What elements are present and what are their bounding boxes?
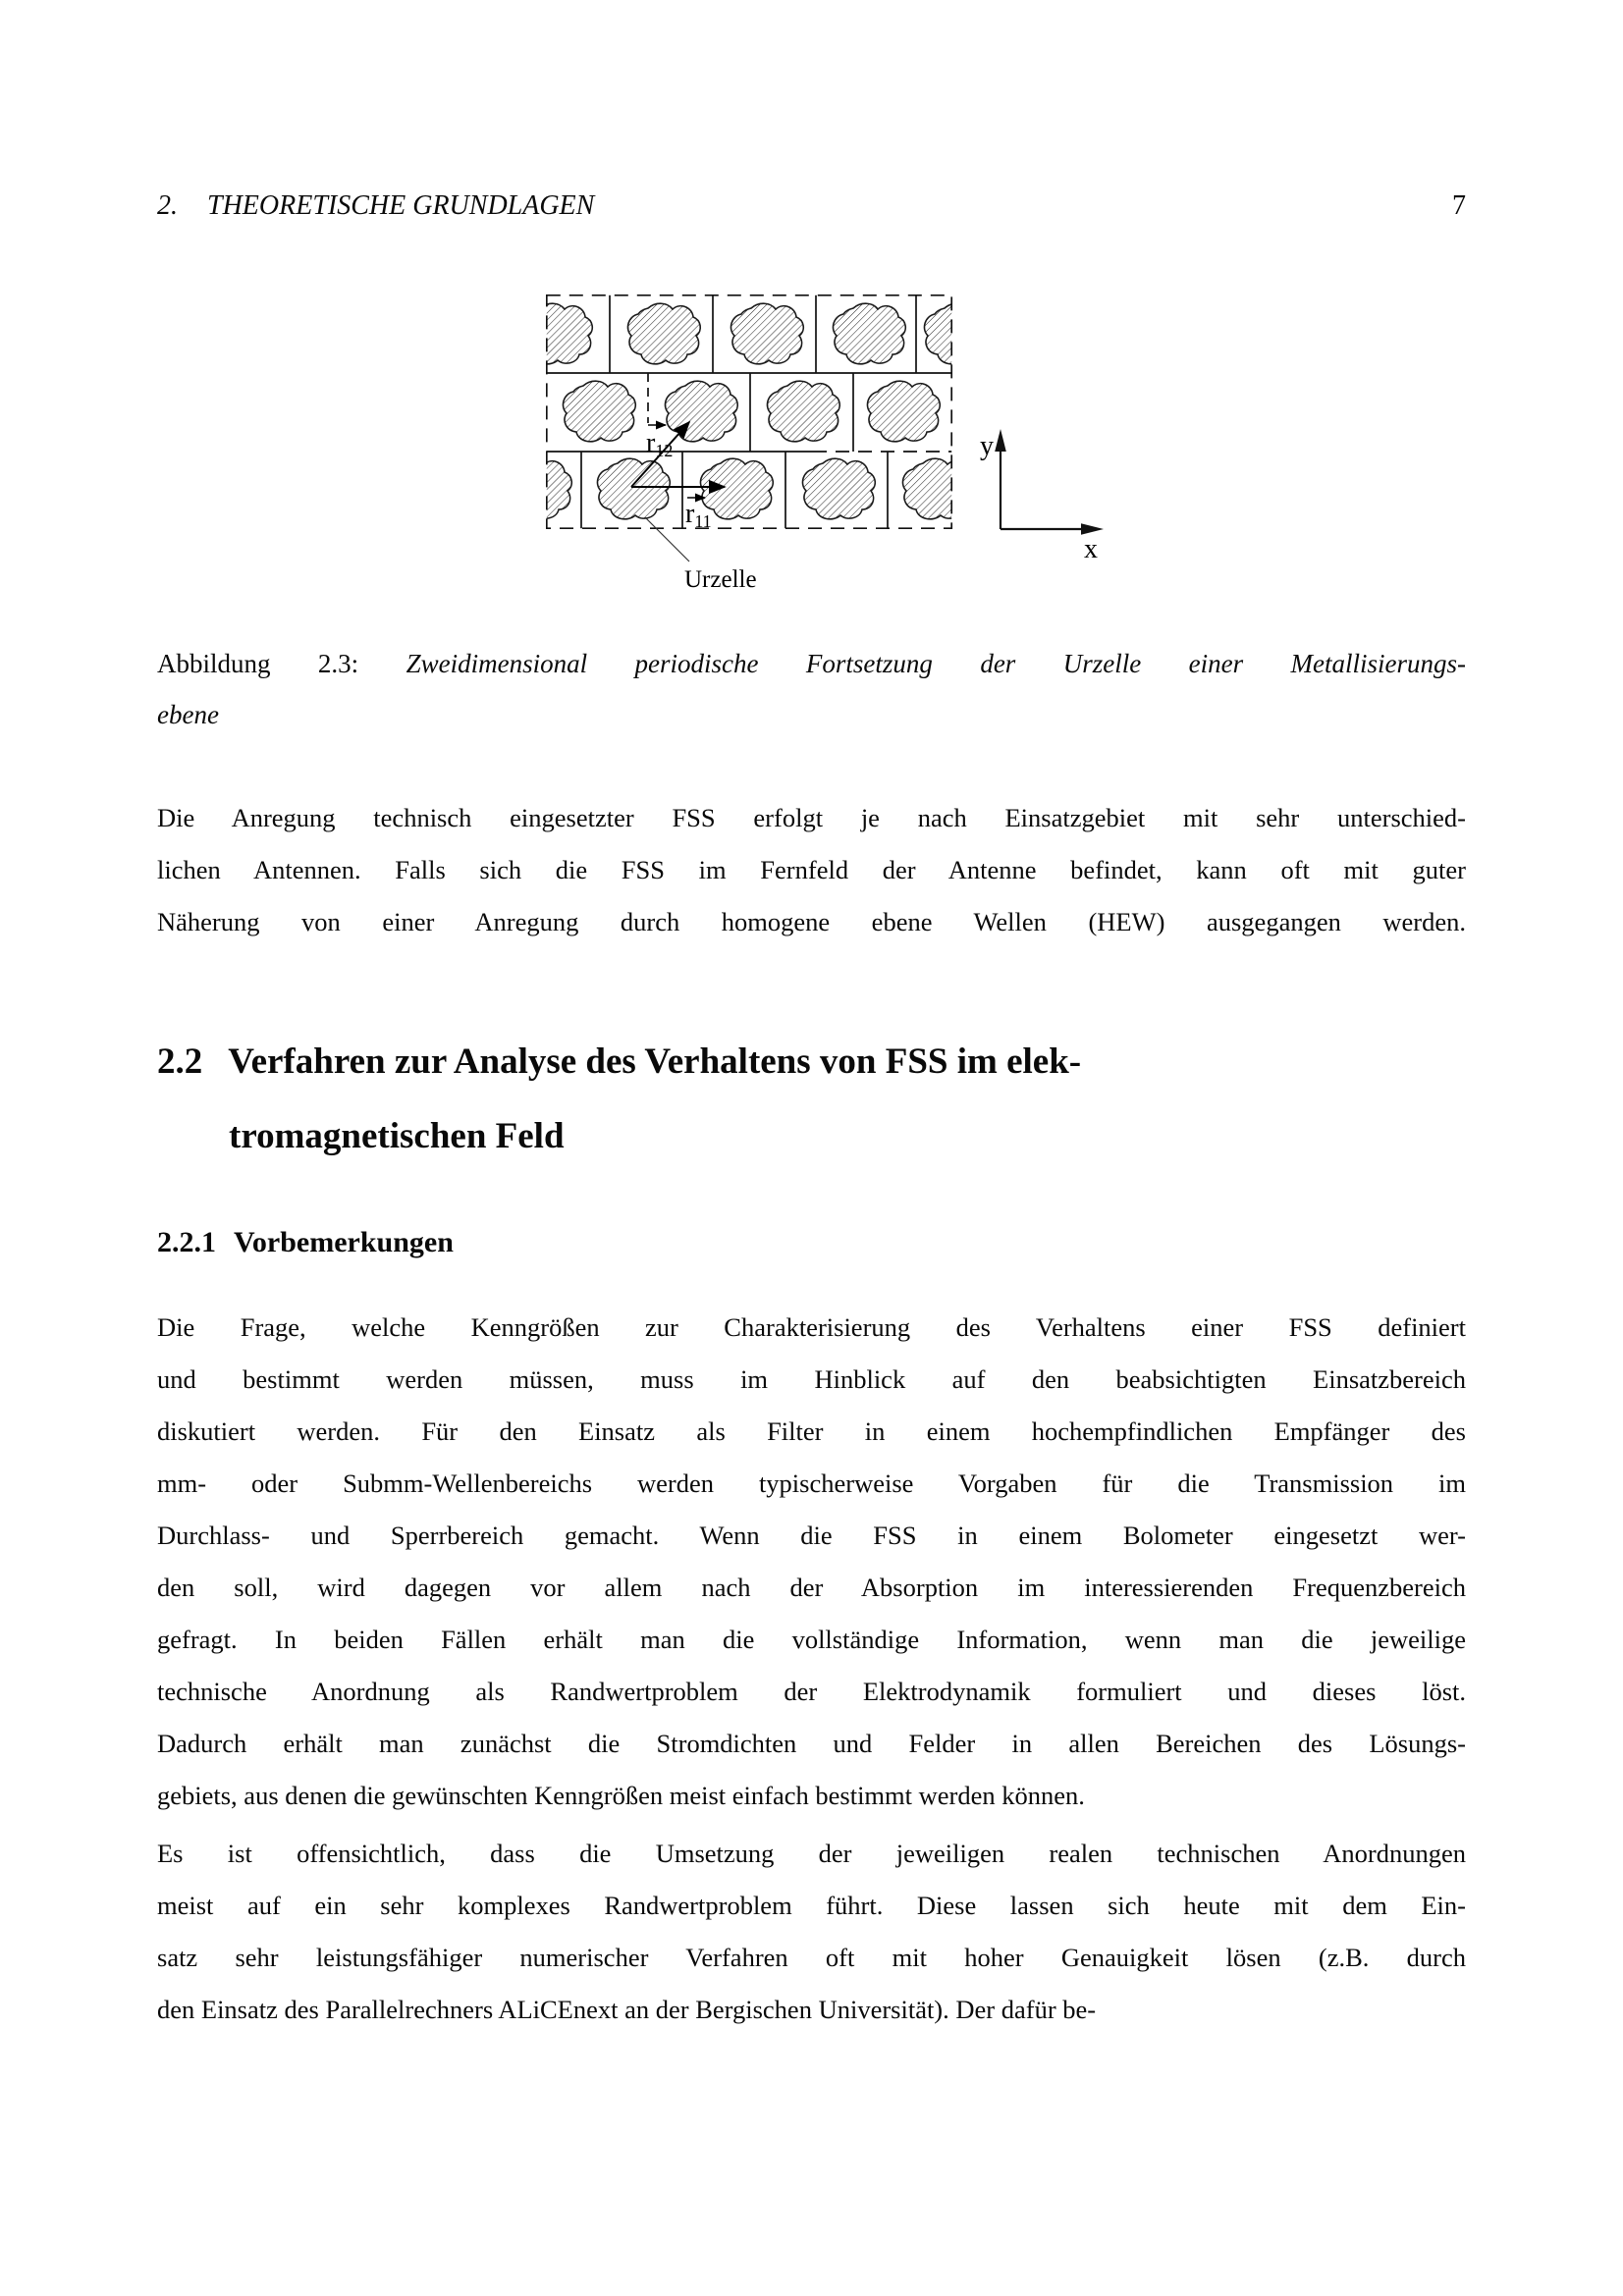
figure-caption-text: Zweidimensional periodische Fortsetzung der Urzelle einer Metallisierungs- — [406, 649, 1466, 678]
body-line: Dadurch erhält man zunächst die Stromdichten und Felder in allen Bereichen des Lösungs- — [157, 1729, 1466, 1758]
body-line: den Einsatz des Parallelrechners ALiCEnext an der Bergischen Universität). Der dafür be- — [157, 1995, 1097, 2024]
figure-caption-label: Abbildung 2.3: — [157, 649, 359, 678]
body-line: technische Anordnung als Randwertproblem der Elektrodynamik formuliert und dieses löst. — [157, 1677, 1466, 1706]
figure-2-3-unit-cell-diagram — [546, 294, 1115, 601]
y-axis-label: y — [980, 431, 994, 461]
unit-cell-label: Urzelle — [684, 566, 757, 593]
body-line: gefragt. In beiden Fällen erhält man die vollständige Information, wenn man die jeweilige — [157, 1625, 1466, 1654]
section-number: 2.2 — [157, 1041, 203, 1082]
body-line: Die Anregung technisch eingesetzter FSS erfolgt je nach Einsatzgebiet mit sehr unterschied- — [157, 803, 1466, 832]
y-axis-arrowhead — [995, 429, 1006, 452]
figure-caption-line-1 — [157, 638, 1466, 689]
chapter-number: 2. — [157, 190, 178, 221]
body-line: diskutiert werden. Für den Einsatz als Filter in einem hochempfindlichen Empfänger des — [157, 1416, 1466, 1446]
subsection-title: Vorbemerkungen — [234, 1226, 454, 1258]
body-line: Es ist offensichtlich, dass die Umsetzung der jeweiligen realen technischen Anordnungen — [157, 1839, 1466, 1868]
section-heading-2-2 — [157, 1025, 1473, 1174]
figure-caption-line-2: ebene — [157, 700, 219, 729]
paragraph-3 — [157, 1828, 1466, 2036]
figure-caption — [157, 638, 1466, 740]
running-header — [157, 189, 1466, 223]
body-line: Durchlass- und Sperrbereich gemacht. Wenn die FSS in einem Bolometer eingesetzt wer- — [157, 1521, 1466, 1550]
body-line: lichen Antennen. Falls sich die FSS im Fernfeld der Antenne befindet, kann oft mit guter — [157, 855, 1466, 884]
metallization-blobs — [546, 303, 997, 519]
section-heading-line-2: tromagnetischen Feld — [229, 1116, 565, 1156]
paragraph-1 — [157, 792, 1466, 948]
body-line: und bestimmt werden müssen, muss im Hinblick auf den beabsichtigten Einsatzbereich — [157, 1364, 1466, 1394]
body-line: Die Frage, welche Kenngrößen zur Charakterisierung des Verhaltens einer FSS definiert — [157, 1312, 1466, 1342]
body-line: Näherung von einer Anregung durch homogene ebene Wellen (HEW) ausgegangen werden. — [157, 907, 1466, 936]
body-line: den soll, wird dagegen vor allem nach der Absorption im interessierenden Frequenzbereich — [157, 1573, 1466, 1602]
section-title: Verfahren zur Analyse des Verhaltens von FSS im elek- — [228, 1041, 1082, 1082]
page-number: 7 — [1452, 190, 1466, 221]
x-axis-label: x — [1084, 534, 1098, 564]
body-line: meist auf ein sehr komplexes Randwertproblem führt. Diese lassen sich heute mit dem Ein- — [157, 1891, 1466, 1920]
vector-r12-label: r12 — [646, 428, 674, 460]
subsection-number: 2.2.1 — [157, 1226, 216, 1258]
body-line: satz sehr leistungsfähiger numerischer Verfahren oft mit hoher Genauigkeit lösen (z.B. durch — [157, 1943, 1466, 1972]
chapter-title: THEORETISCHE GRUNDLAGEN — [207, 190, 595, 221]
body-line: mm- oder Submm-Wellenbereichs werden typischerweise Vorgaben für die Transmission im — [157, 1468, 1466, 1498]
body-line: gebiets, aus denen die gewünschten Kenngrößen meist einfach bestimmt werden können. — [157, 1781, 1085, 1810]
vector-r11-label: r11 — [685, 499, 712, 531]
subsection-heading-2-2-1 — [157, 1223, 1473, 1262]
section-heading-line-1 — [157, 1025, 1473, 1099]
paragraph-2 — [157, 1302, 1466, 1822]
coordinate-axes — [1001, 446, 1087, 529]
